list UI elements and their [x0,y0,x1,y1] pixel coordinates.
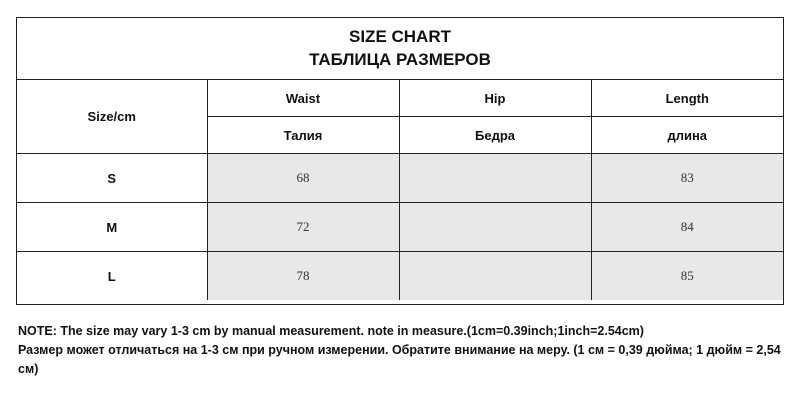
chart-title-english: SIZE CHART [349,27,451,46]
length-value: 85 [591,252,783,301]
table-row [17,203,783,252]
subheader-waist: Талия [207,117,399,154]
size-label: L [17,252,207,301]
hip-value [399,154,591,203]
table-row [17,252,783,301]
header-length: Length [591,80,783,117]
chart-title-block [17,18,783,80]
subheader-length: длина [591,117,783,154]
hip-value [399,252,591,301]
waist-value: 72 [207,203,399,252]
header-waist: Waist [207,80,399,117]
corner-header: Size/cm [17,80,207,154]
measurement-note [18,322,788,379]
length-value: 84 [591,203,783,252]
size-chart [16,17,784,305]
size-label: S [17,154,207,203]
note-russian: Размер может отличаться на 1-3 см при ручном измерении. Обратите внимание на меру. (1 см = 0,39 дюйма; 1 дюйм = 2,54 см) [18,343,781,376]
size-table [17,80,783,300]
header-hip: Hip [399,80,591,117]
size-label: M [17,203,207,252]
waist-value: 68 [207,154,399,203]
subheader-hip: Бедра [399,117,591,154]
length-value: 83 [591,154,783,203]
chart-title-russian: ТАБЛИЦА РАЗМЕРОВ [309,50,491,69]
waist-value: 78 [207,252,399,301]
note-english: NOTE: The size may vary 1-3 cm by manual measurement. note in measure.(1cm=0.39inch;1inch=2.54cm) [18,324,644,338]
hip-value [399,203,591,252]
table-row [17,154,783,203]
